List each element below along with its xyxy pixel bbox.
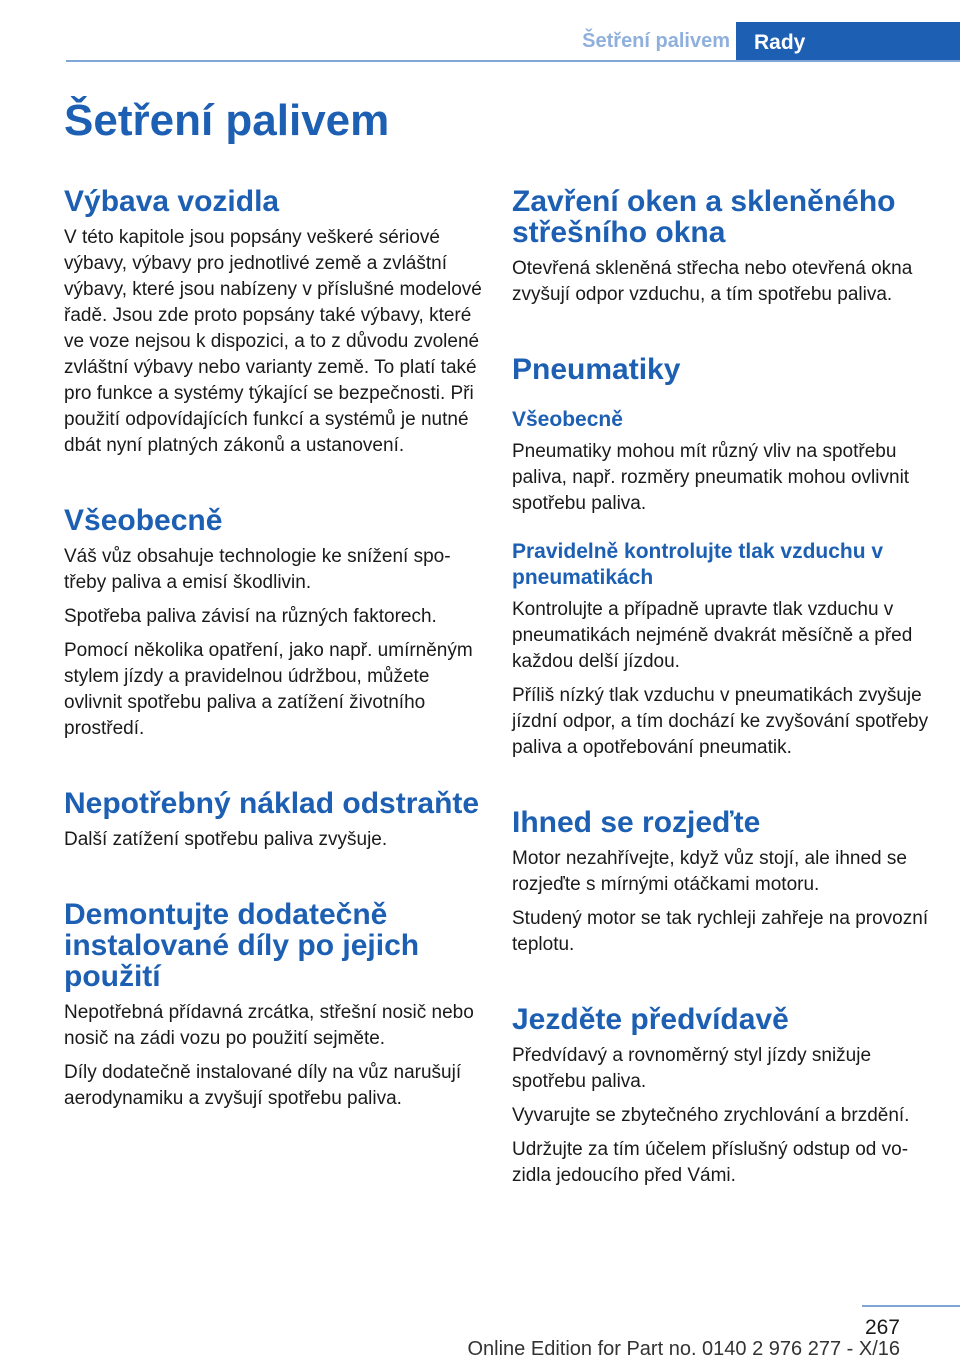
header-section-title: Šetření palivem	[582, 30, 730, 52]
text-rozjedte-2: Studený motor se tak rychleji zahřeje na provozní teplotu.	[512, 908, 929, 955]
text-tlak-vzduchu-1: Kontrolujte a případně upravte tlak vzduchu v pneumatikách nejméně dvakrát měsíčně a před každou delší jízdou.	[512, 599, 913, 672]
heading-predvidave: Jezděte předvídavě	[512, 1003, 789, 1036]
subheading-tlak-vzduchu: Pravidelně kontrolujte tlak vzduchu v pneumatikách	[512, 540, 884, 589]
text-rozjedte-1: Motor nezahřívejte, když vůz stojí, ale ihned se rozjeďte s mírnými otáčkami motoru.	[512, 848, 907, 895]
text-naklad: Další zatížení spotřebu paliva zvyšuje.	[64, 829, 388, 850]
text-predvidave-3: Udržujte za tím účelem příslušný odstup od vozidla jedoucího před Vámi.	[512, 1139, 909, 1186]
text-tlak-vzduchu-2: Příliš nízký tlak vzduchu v pneumatikách zvyšuje jízdní odpor, a tím dochází ke zvyšování spotřeby paliva a opotřebování pneumatik.	[512, 685, 929, 758]
text-demontujte-2: Díly dodatečně instalované díly na vůz narušují aerodynamiku a zvyšují spotřebu paliva.	[64, 1062, 462, 1109]
text-okna: Otevřená skleněná střecha nebo otevřená okna zvyšují odpor vzduchu, a tím spotřebu paliva.	[512, 258, 913, 305]
text-vybava: V této kapitole jsou popsány veškeré sériové výbavy, výbavy pro jednotlivé země a zvláštní výbavy, které jsou nabízeny v příslušné modelové řadě. Jsou zde proto popsány také výbavy, které ve voze nejsou k dispozici, a to z důvodu zvolené zvláštní výbavy nebo varianty země. To platí také pro funkce a systémy týkající se bezpečnosti. Při použití odpovídajících funkcí a systémů je nutné dbát nyní platných zákonů a ustanovení.	[64, 227, 482, 456]
subheading-pneumatiky-vseobecne: Všeobecně	[512, 408, 623, 431]
text-vseobecne-2: Spotřeba paliva závisí na různých faktorech.	[64, 606, 437, 627]
heading-okna: Zavření oken a skleněného střešního okna	[512, 185, 896, 249]
text-vseobecne-1: Váš vůz obsahuje technologie ke snížení spotřeby paliva a emisí škodlivin.	[64, 546, 451, 593]
heading-demontujte: Demontujte dodatečně instalované díly po jejich použití	[64, 898, 420, 993]
text-vseobecne-3: Pomocí několika opatření, jako např. umírněným stylem jízdy a pravidelnou údržbou, můžete ovlivnit spotřebu paliva a zatížení životního prostředí.	[64, 640, 473, 739]
heading-vybava: Výbava vozidla	[64, 185, 280, 218]
footer-edition: Online Edition for Part no. 0140 2 976 277 - X/16	[467, 1338, 900, 1360]
heading-rozjedte: Ihned se rozjeďte	[512, 806, 761, 839]
heading-naklad: Nepotřebný náklad odstraňte	[64, 787, 480, 820]
page-number: 267	[864, 1316, 900, 1339]
text-predvidave-1: Předvídavý a rovnoměrný styl jízdy snižuje spotřebu paliva.	[512, 1045, 872, 1092]
text-predvidave-2: Vyvarujte se zbytečného zrychlování a brzdění.	[512, 1105, 910, 1126]
text-pneumatiky-vseobecne: Pneumatiky mohou mít různý vliv na spotřebu paliva, např. rozměry pneumatik mohou ovlivnit spotřebu paliva.	[512, 441, 910, 514]
page-title: Šetření palivem	[64, 96, 390, 145]
header-chapter-tab[interactable]: Rady	[736, 22, 960, 62]
right-column	[512, 186, 932, 1197]
heading-pneumatiky: Pneumatiky	[512, 353, 681, 386]
header-rule	[66, 60, 960, 62]
text-demontujte-1: Nepotřebná přídavná zrcátka, střešní nosič nebo nosič na zádi vozu po použití sejměte.	[64, 1002, 474, 1049]
left-column	[64, 186, 484, 1120]
footer-rule	[862, 1305, 960, 1307]
heading-vseobecne: Všeobecně	[64, 504, 223, 537]
